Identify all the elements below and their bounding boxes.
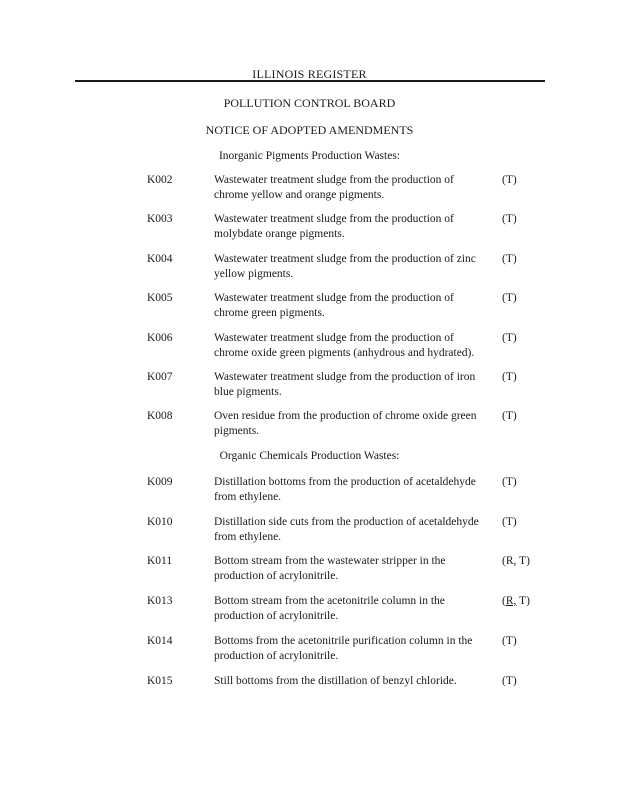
waste-code: K013 (147, 595, 173, 607)
waste-description: Distillation side cuts from the production of acetaldehyde from ethylene. (214, 516, 479, 543)
hazard-code: (T) (502, 516, 517, 528)
section-heading-organic: Organic Chemicals Production Wastes: (219, 450, 400, 462)
hazard-code: (T) (502, 635, 517, 647)
header-divider (75, 80, 545, 82)
waste-description: Wastewater treatment sludge from the production of zinc yellow pigments. (214, 253, 476, 280)
waste-description: Wastewater treatment sludge from the production of iron blue pigments. (214, 371, 476, 398)
waste-description: Oven residue from the production of chrome oxide green pigments. (214, 410, 477, 437)
hazard-code: (T) (502, 174, 517, 186)
waste-code: K011 (147, 555, 173, 567)
waste-code: K006 (147, 332, 173, 344)
waste-description: Bottom stream from the wastewater stripper in the production of acrylonitrile. (214, 555, 446, 582)
hazard-code: (R, T) (502, 595, 530, 607)
hazard-code: (T) (502, 213, 517, 225)
hazard-code: (T) (502, 410, 517, 422)
hazard-amendment-underline: R, (505, 595, 517, 607)
register-title: ILLINOIS REGISTER (252, 67, 367, 81)
waste-code: K010 (147, 516, 173, 528)
hazard-code: (T) (502, 332, 517, 344)
section-heading-inorganic: Inorganic Pigments Production Wastes: (218, 150, 401, 162)
waste-code: K009 (147, 476, 173, 488)
waste-code: K005 (147, 292, 173, 304)
hazard-code: (T) (502, 253, 517, 265)
waste-description: Distillation bottoms from the production of acetaldehyde from ethylene. (214, 476, 476, 503)
board-name: POLLUTION CONTROL BOARD (223, 96, 396, 110)
hazard-code: (R, T) (502, 555, 530, 567)
hazard-code: (T) (502, 292, 517, 304)
hazard-code: (T) (502, 476, 517, 488)
waste-description: Bottom stream from the acetonitrile column in the production of acrylonitrile. (214, 595, 445, 622)
hazard-code: (T) (502, 675, 517, 687)
waste-code: K014 (147, 635, 173, 647)
waste-code: K008 (147, 410, 173, 422)
waste-description: Wastewater treatment sludge from the production of chrome yellow and orange pigments. (214, 174, 454, 201)
waste-description: Wastewater treatment sludge from the production of chrome green pigments. (214, 292, 454, 319)
waste-code: K015 (147, 675, 173, 687)
notice-title: NOTICE OF ADOPTED AMENDMENTS (205, 123, 414, 137)
hazard-code: (T) (502, 371, 517, 383)
waste-description: Bottoms from the acetonitrile purification column in the production of acrylonitrile. (214, 635, 473, 662)
waste-description: Wastewater treatment sludge from the production of chrome oxide green pigments (anhydrous and hydrated). (214, 332, 475, 359)
waste-code: K002 (147, 174, 173, 186)
waste-code: K003 (147, 213, 173, 225)
waste-description: Wastewater treatment sludge from the production of molybdate orange pigments. (214, 213, 454, 240)
waste-description: Still bottoms from the distillation of benzyl chloride. (214, 675, 457, 687)
waste-code: K007 (147, 371, 173, 383)
waste-code: K004 (147, 253, 173, 265)
